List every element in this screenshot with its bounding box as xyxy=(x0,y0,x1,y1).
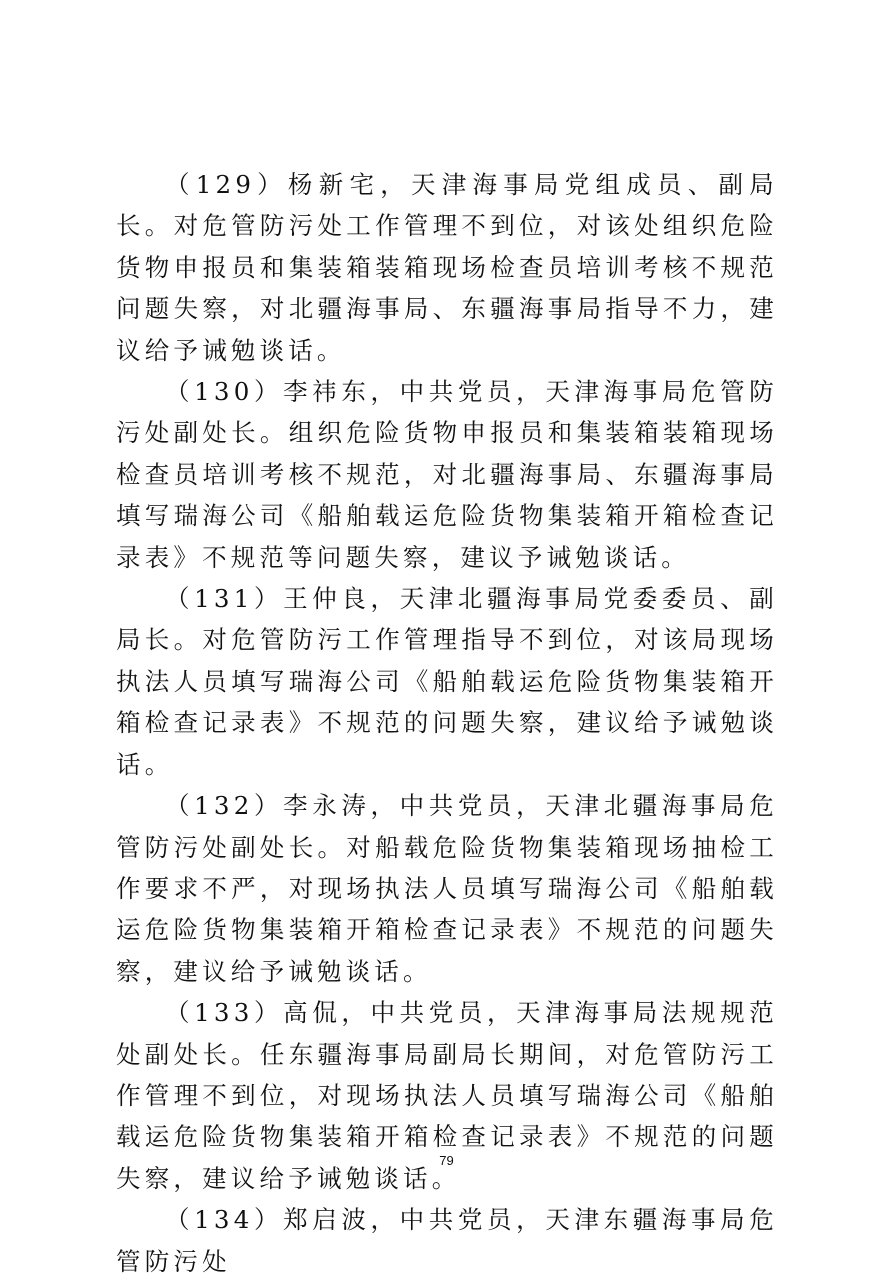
body-text xyxy=(116,164,778,1282)
paragraph-132: （132）李永涛，中共党员，天津北疆海事局危管防污处副处长。对船载危险货物集装箱现场抽检工作要求不严，对现场执法人员填写瑞海公司《船舶载运危险货物集装箱开箱检查记录表》不规范的问题失察，建议给予诫勉谈话。 xyxy=(116,791,778,986)
paragraph-129: （129）杨新宅，天津海事局党组成员、副局长。对危管防污处工作管理不到位，对该处组织危险货物申报员和集装箱装箱现场检查员培训考核不规范问题失察，对北疆海事局、东疆海事局指导不力，建议给予诫勉谈话。 xyxy=(116,170,778,365)
paragraph-134: （134）郑启波，中共党员，天津东疆海事局危管防污处 xyxy=(116,1205,778,1276)
paragraph-133: （133）高侃，中共党员，天津海事局法规规范处副处长。任东疆海事局副局长期间，对危管防污工作管理不到位，对现场执法人员填写瑞海公司《船舶载运危险货物集装箱开箱检查记录表》不规范的问题失察，建议给予诫勉谈话。 xyxy=(116,998,778,1193)
page-number: 79 xyxy=(439,1153,454,1168)
paragraph-130: （130）李祎东，中共党员，天津海事局危管防污处副处长。组织危险货物申报员和集装箱装箱现场检查员培训考核不规范，对北疆海事局、东疆海事局填写瑞海公司《船舶载运危险货物集装箱开箱检查记录表》不规范等问题失察，建议予诫勉谈话。 xyxy=(116,377,778,572)
paragraph-131: （131）王仲良，天津北疆海事局党委委员、副局长。对危管防污工作管理指导不到位，对该局现场执法人员填写瑞海公司《船舶载运危险货物集装箱开箱检查记录表》不规范的问题失察，建议给予诫勉谈话。 xyxy=(116,584,778,779)
